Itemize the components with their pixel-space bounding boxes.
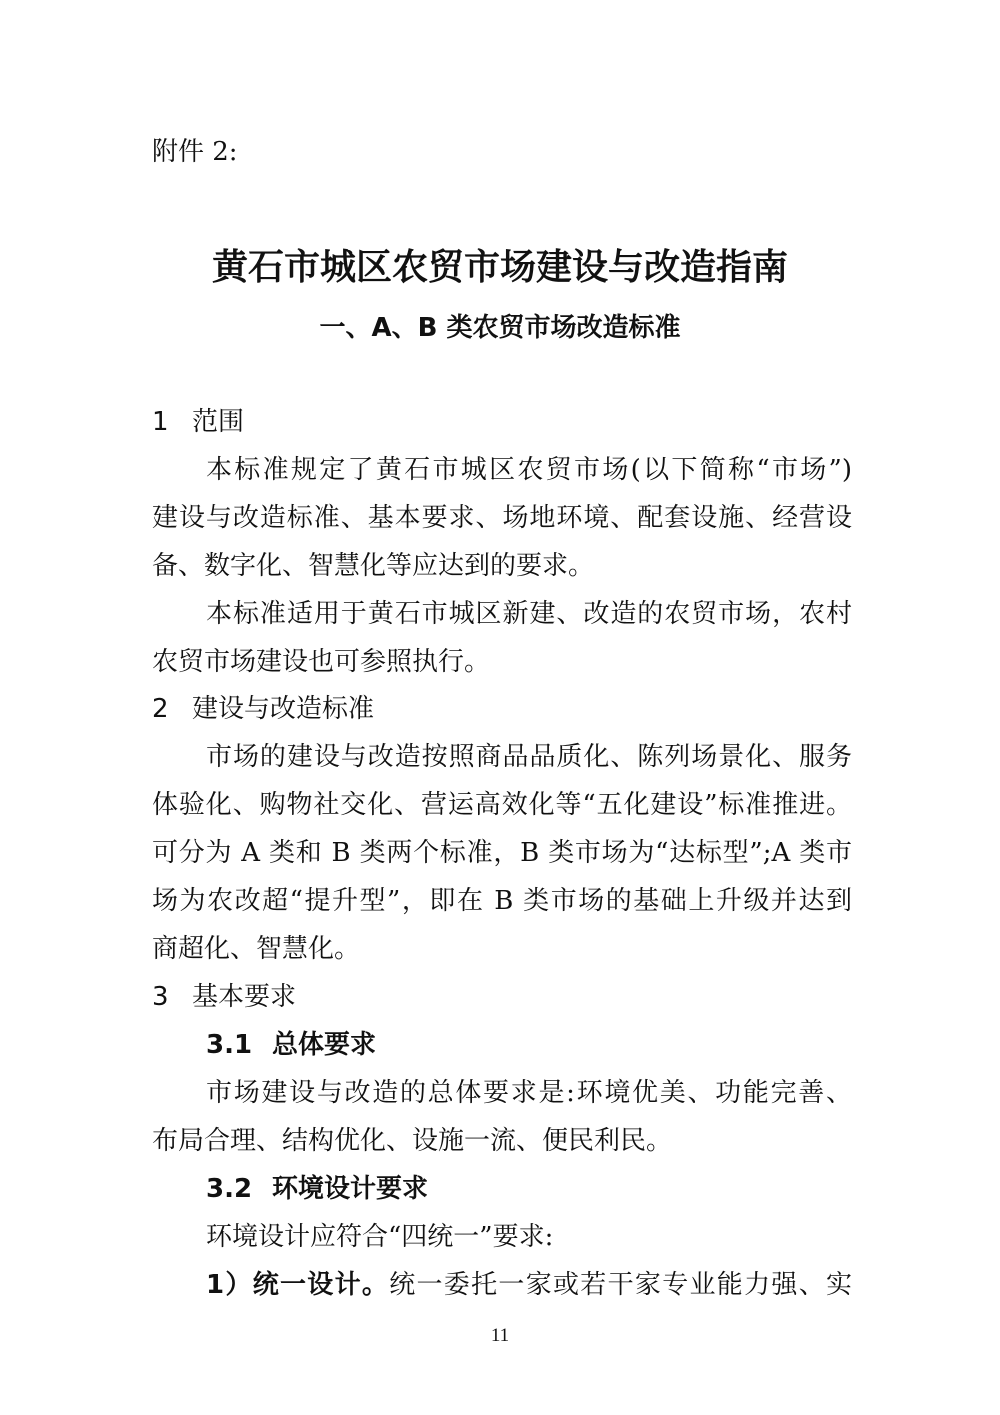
paragraph-line: 本标准适用于黄石市城区新建、改造的农贸市场，农村	[206, 599, 852, 629]
paragraph-line: 市场建设与改造的总体要求是:环境优美、功能完善、	[206, 1078, 852, 1108]
paragraph-line: 建设与改造标准、基本要求、场地环境、配套设施、经营设	[152, 503, 852, 533]
section-number: 2	[152, 694, 169, 724]
subsection-heading-3-2	[206, 1169, 428, 1209]
subsection-number: 3.2	[206, 1174, 253, 1204]
paragraph-line: 市场的建设与改造按照商品品质化、陈列场景化、服务	[206, 742, 852, 772]
paragraph-line: 可分为 A 类和 B 类两个标准，B 类市场为“达标型”;A 类市	[152, 838, 852, 868]
section-title: 建设与改造标准	[192, 694, 375, 724]
section-number: 3	[152, 982, 169, 1012]
list-item-text: 统一委托一家或若干家专业能力强、实	[389, 1270, 852, 1300]
list-item-lead: 1）统一设计。	[206, 1270, 390, 1300]
section-heading-3	[152, 977, 296, 1017]
subsection-title: 总体要求	[272, 1030, 377, 1060]
paragraph-line: 场为农改超“提升型”，即在 B 类市场的基础上升级并达到	[152, 886, 852, 916]
section-number: 1	[152, 407, 169, 437]
section-heading-1	[152, 402, 244, 442]
attachment-label: 附件 2:	[152, 137, 238, 167]
paragraph-line: 商超化、智慧化。	[152, 934, 361, 964]
paragraph-line: 环境设计应符合“四统一”要求:	[206, 1222, 554, 1252]
section-heading-2	[152, 689, 374, 729]
subsection-title: 环境设计要求	[272, 1174, 429, 1204]
document-subtitle: 一、A、B 类农贸市场改造标准	[319, 313, 681, 343]
paragraph-line: 体验化、购物社交化、营运高效化等“五化建设”标准推进。	[152, 790, 852, 820]
paragraph-line	[206, 1265, 852, 1305]
document-title: 黄石市城区农贸市场建设与改造指南	[211, 247, 788, 288]
page-number: 11	[490, 1325, 510, 1346]
section-title: 基本要求	[192, 982, 297, 1012]
paragraph-line: 本标准规定了黄石市城区农贸市场(以下简称“市场”)	[206, 455, 852, 485]
section-title: 范围	[192, 407, 245, 437]
subsection-heading-3-1	[206, 1025, 376, 1065]
paragraph-line: 农贸市场建设也可参照执行。	[152, 647, 491, 677]
subsection-number: 3.1	[206, 1030, 253, 1060]
paragraph-line: 备、数字化、智慧化等应达到的要求。	[152, 551, 595, 581]
paragraph-line: 布局合理、结构优化、设施一流、便民利民。	[152, 1126, 673, 1156]
